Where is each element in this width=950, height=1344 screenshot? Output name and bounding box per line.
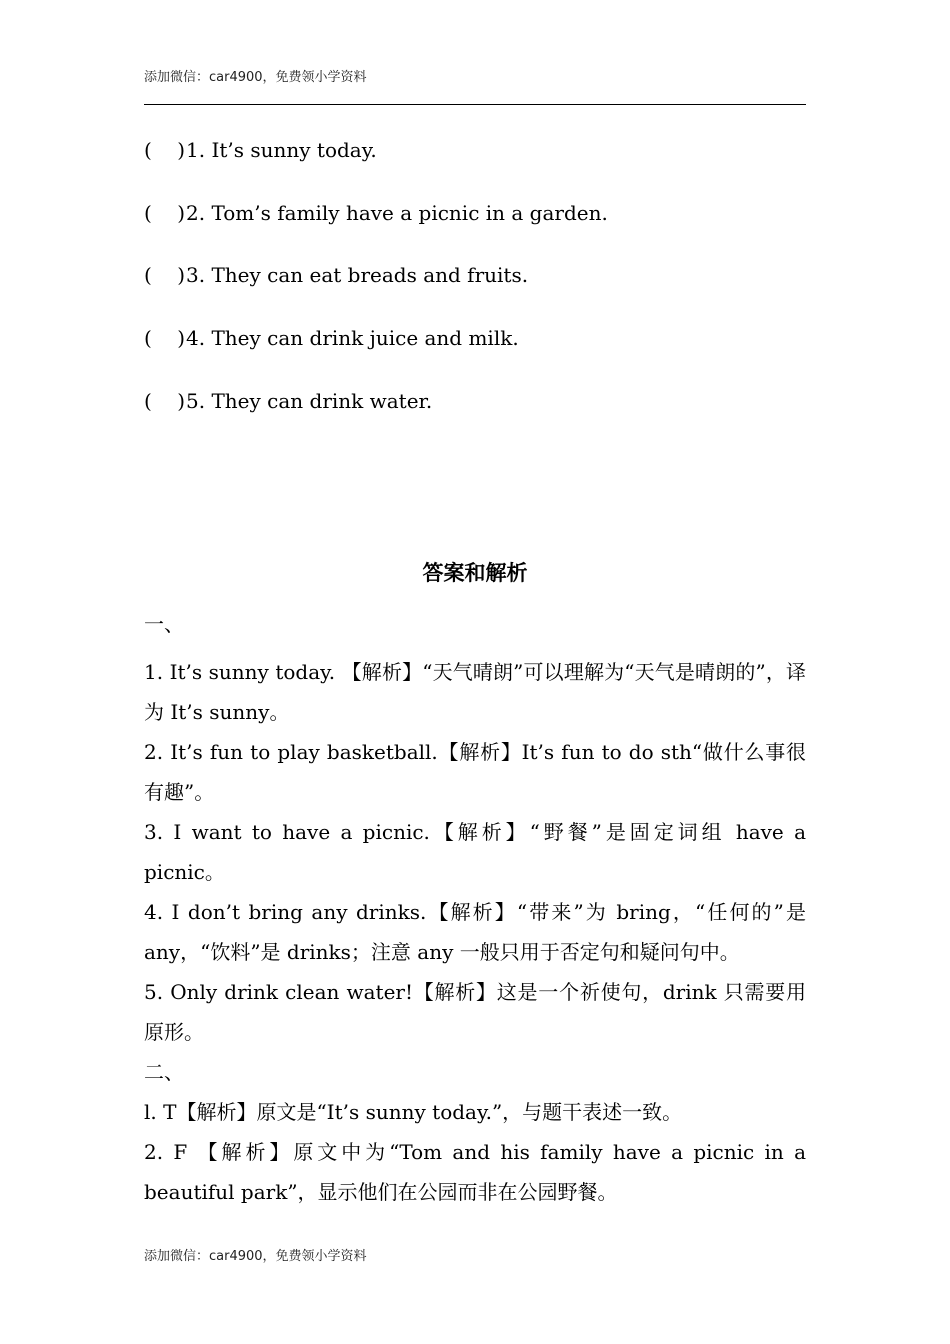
- answer-item: l. T【解析】原文是“It’s sunny today.”，与题干表述一致。: [144, 1100, 683, 1124]
- answers-title: 答案和解析: [422, 560, 528, 585]
- answers-body: [144, 652, 806, 1212]
- question-text: 1. It’s sunny today.: [186, 138, 377, 162]
- section-label-2: 二、: [144, 1060, 184, 1084]
- question-4: [144, 326, 519, 350]
- answer-blank: ( ): [144, 263, 186, 287]
- question-text: 3. They can eat breads and fruits.: [186, 263, 529, 287]
- question-text: 5. They can drink water.: [186, 389, 433, 413]
- question-1: [144, 138, 377, 162]
- page-footer: 添加微信：car4900，免费领小学资料: [144, 1249, 367, 1264]
- question-text: 4. They can drink juice and milk.: [186, 326, 519, 350]
- answer-item: 5. Only drink clean water!【解析】这是一个祈使句，drink 只需要用原形。: [144, 980, 806, 1044]
- question-2: [144, 201, 608, 225]
- answer-blank: ( ): [144, 201, 186, 225]
- answer-blank: ( ): [144, 326, 186, 350]
- answer-item: 1. It’s sunny today. 【解析】“天气晴朗”可以理解为“天气是晴朗的”，译为 It’s sunny。: [144, 660, 806, 724]
- question-text: 2. Tom’s family have a picnic in a garden.: [186, 201, 608, 225]
- header-divider: [144, 104, 806, 105]
- answer-item: 3. I want to have a picnic.【解析】“野餐”是固定词组 have a picnic。: [144, 820, 806, 884]
- answer-item: 2. It’s fun to play basketball.【解析】It’s fun to do sth“做什么事很有趣”。: [144, 740, 806, 804]
- question-5: [144, 389, 432, 413]
- answer-blank: ( ): [144, 138, 186, 162]
- page-header: 添加微信：car4900，免费领小学资料: [144, 70, 367, 85]
- section-label-1: 一、: [144, 612, 184, 636]
- answer-item: 4. I don’t bring any drinks.【解析】“带来”为 bring，“任何的”是 any，“饮料”是 drinks；注意 any 一般只用于否定句和疑问句中。: [144, 900, 806, 964]
- answer-item: 2. F 【解析】原文中为“Tom and his family have a picnic in a beautiful park”，显示他们在公园而非在公园野餐。: [144, 1140, 806, 1204]
- answer-blank: ( ): [144, 389, 186, 413]
- question-3: [144, 263, 528, 287]
